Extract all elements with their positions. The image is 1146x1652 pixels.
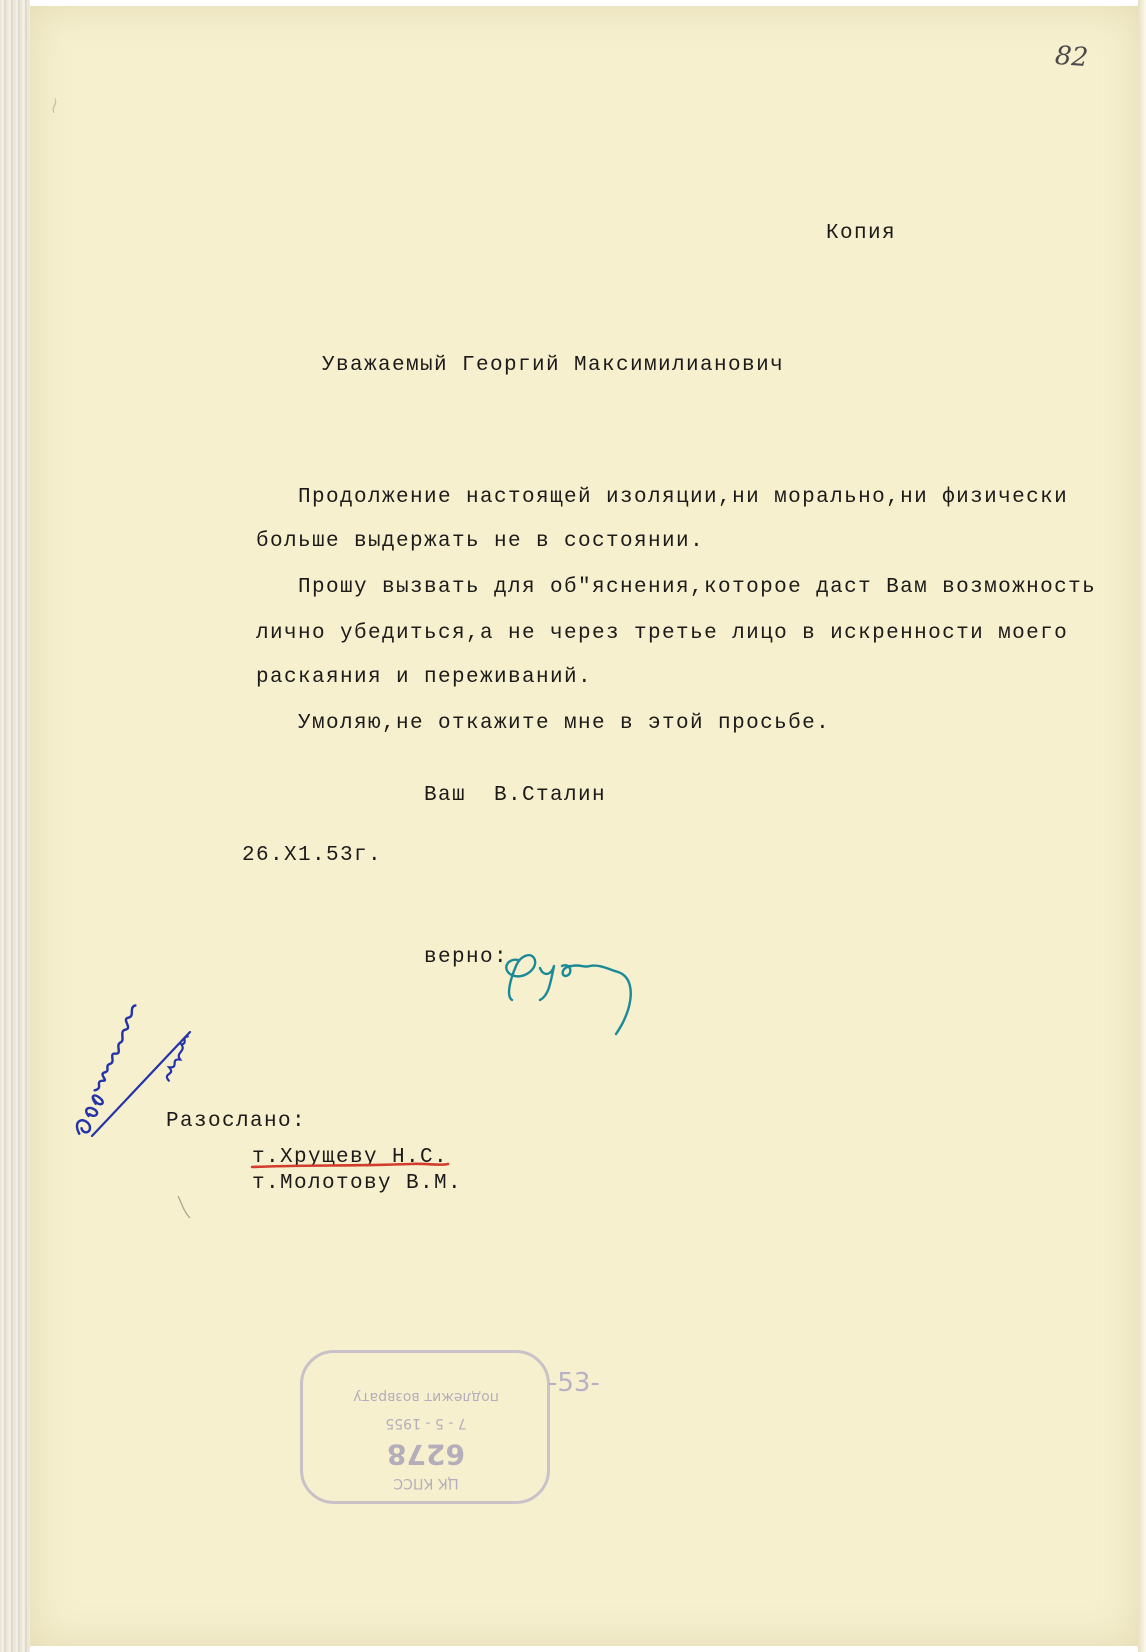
margin-pencil-mark: ⁓ <box>43 95 65 116</box>
small-pencil-tick <box>176 1194 196 1224</box>
certifier-signature <box>500 930 650 1040</box>
body-line-5: раскаяния и переживаний. <box>256 666 593 689</box>
recipient-1: т.Хрущеву Н.С. <box>252 1146 449 1169</box>
body-line-4: лично убедиться,а не через третье лицо в искренности моего <box>256 622 1069 645</box>
distribution-label: Разослано: <box>166 1110 307 1133</box>
archive-stamp: ЦК КПСС 6278 7 - 5 - 1955 подлежит возврату <box>300 1350 550 1504</box>
stamp-side-mark: -53- <box>548 1368 600 1398</box>
body-line-1: Продолжение настоящей изоляции,ни морально,ни физически <box>298 486 1069 509</box>
letter-date: 26.Х1.53г. <box>242 844 383 867</box>
salutation: Уважаемый Георгий Максимилианович <box>322 354 785 377</box>
closing-signature-line: Ваш В.Сталин <box>424 784 607 807</box>
handwritten-reported-note <box>40 980 240 1160</box>
archive-page-number: 82 <box>1053 40 1090 74</box>
body-line-3: Прошу вызвать для об"яснения,которое даст Вам возможность <box>298 576 1097 599</box>
recipient-2: т.Молотову В.М. <box>252 1172 463 1195</box>
copy-label: Копия <box>826 222 897 245</box>
body-line-6: Умоляю,не откажите мне в этой просьбе. <box>298 712 831 735</box>
certified-label: верно: <box>424 946 509 969</box>
body-line-2: больше выдержать не в состоянии. <box>256 530 705 553</box>
